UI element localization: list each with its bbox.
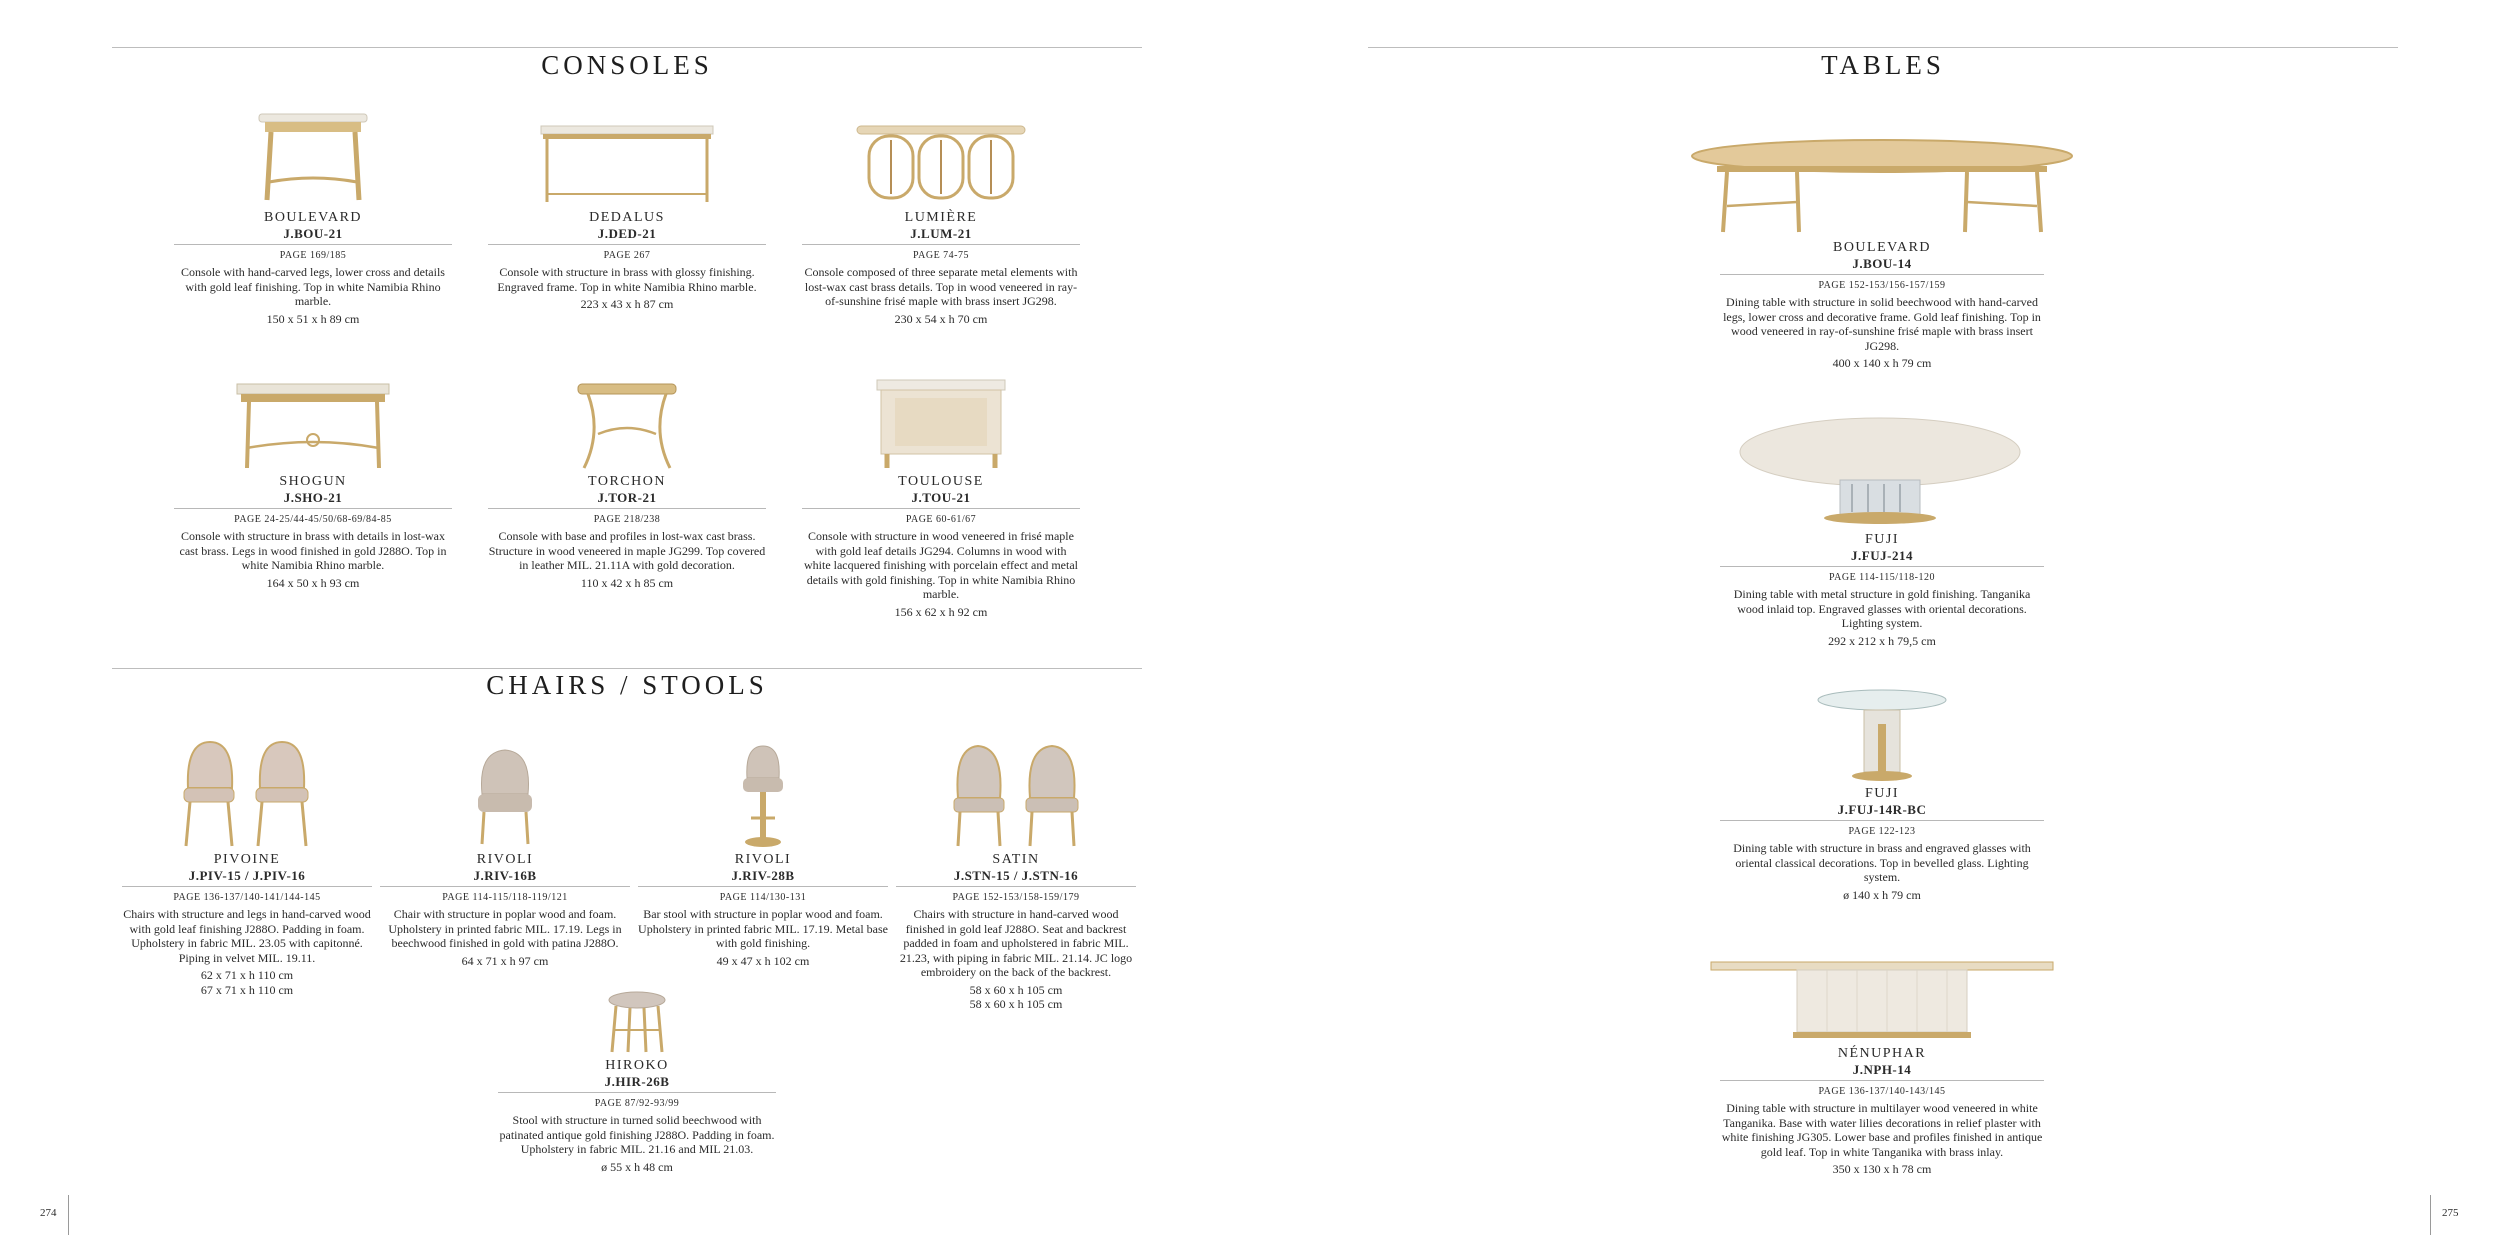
product-description: Dining table with structure in solid beechwood with hand-carved legs, lower cross and decorative frame. Gold leaf finishing. Top in wood veneered in ray-of-sunshine frisé maple with brass insert JG298. bbox=[1723, 295, 2041, 353]
product-dimensions: 62 x 71 x h 110 cm bbox=[200, 968, 294, 982]
chairs-top-rule bbox=[112, 668, 1142, 669]
product-code: J.TOU-21 bbox=[911, 490, 971, 505]
table-nenuphar-image bbox=[1707, 944, 2057, 1044]
product-code: J.BOU-14 bbox=[1852, 256, 1912, 271]
product-dimensions: 223 x 43 x h 87 cm bbox=[580, 297, 674, 311]
table-nenuphar bbox=[1720, 944, 2044, 1177]
table-fuji bbox=[1720, 410, 2044, 648]
console-shogun-image bbox=[233, 372, 393, 472]
table-boulevard-image bbox=[1687, 128, 2077, 238]
stool-rivoli bbox=[638, 738, 888, 968]
console-shogun bbox=[174, 372, 452, 590]
product-code: J.RIV-28B bbox=[731, 868, 795, 883]
product-code: J.STN-15 / J.STN-16 bbox=[953, 868, 1079, 883]
page-ref: PAGE 74-75 bbox=[912, 250, 970, 261]
page-ref: PAGE 152-153/158-159/179 bbox=[952, 892, 1080, 903]
product-name: BOULEVARD bbox=[1832, 240, 1932, 255]
page-ref: PAGE 114/130-131 bbox=[719, 892, 807, 903]
product-name: PIVOINE bbox=[213, 852, 281, 867]
product-dimensions: 58 x 60 x h 105 cm bbox=[969, 982, 1063, 997]
product-dimensions: 150 x 51 x h 89 cm bbox=[266, 311, 360, 326]
console-toulouse-image bbox=[871, 372, 1011, 472]
product-dimensions: 156 x 62 x h 92 cm bbox=[894, 604, 988, 619]
consoles-top-rule bbox=[112, 47, 1142, 48]
chair-satin-image bbox=[946, 738, 1086, 850]
product-name: HIROKO bbox=[605, 1058, 669, 1073]
console-lumiere-image bbox=[851, 96, 1031, 208]
product-dimensions: 350 x 130 x h 78 cm bbox=[1832, 1162, 1932, 1176]
stool-rivoli-image bbox=[733, 738, 793, 850]
product-dimensions: 110 x 42 x h 85 cm bbox=[580, 575, 674, 590]
console-dedalus bbox=[488, 96, 766, 312]
product-description: Bar stool with structure in poplar wood and foam. Upholstery in printed fabric MIL. 17.19. Metal base with gold finishing. bbox=[638, 907, 888, 950]
product-name: LUMIÈRE bbox=[904, 210, 978, 225]
page-ref: PAGE 87/92-93/99 bbox=[594, 1098, 680, 1109]
product-name: SATIN bbox=[992, 852, 1040, 867]
page-ref: PAGE 60-61/67 bbox=[905, 514, 977, 525]
product-code: J.FUJ-214 bbox=[1851, 548, 1913, 563]
product-description: Chairs with structure and legs in hand-carved wood with gold leaf finishing J288O. Padding in foam. Upholstery in fabric MIL. 23.05 with capitonné. Piping in velvet MIL. 19.11. bbox=[123, 907, 371, 965]
page-ref: PAGE 24-25/44-45/50/68-69/84-85 bbox=[234, 514, 392, 525]
divider bbox=[488, 244, 766, 245]
page-number-left: 274 bbox=[40, 1207, 57, 1219]
page-number-right-bar bbox=[2430, 1195, 2431, 1235]
page-number-left-bar bbox=[68, 1195, 69, 1235]
console-dedalus-image bbox=[537, 96, 717, 208]
table-fuji-image bbox=[1730, 410, 2030, 530]
product-description: Dining table with metal structure in gold finishing. Tanganika wood inlaid top. Engraved glasses with oriental decorations. Lighting system. bbox=[1733, 587, 2031, 630]
product-description: Dining table with structure in brass and engraved glasses with oriental classical decorations. Top in bevelled glass. Lighting system. bbox=[1733, 841, 2031, 884]
tables-top-rule bbox=[1368, 47, 2398, 48]
page-ref: PAGE 114-115/118-119/121 bbox=[442, 892, 568, 903]
page-ref: PAGE 218/238 bbox=[593, 514, 661, 525]
product-code: J.PIV-15 / J.PIV-16 bbox=[188, 868, 306, 883]
stool-hiroko bbox=[498, 986, 776, 1174]
product-name: SHOGUN bbox=[279, 474, 347, 489]
product-name: FUJI bbox=[1864, 532, 1899, 547]
console-boulevard bbox=[174, 96, 452, 326]
product-description: Console with hand-carved legs, lower cross and details with gold leaf finishing. Top in white Namibia Rhino marble. bbox=[181, 265, 445, 308]
divider bbox=[1720, 566, 2044, 567]
product-code: J.HIR-26B bbox=[604, 1074, 670, 1089]
divider bbox=[122, 886, 372, 887]
tables-heading: TABLES bbox=[1821, 50, 1945, 80]
stool-hiroko-image bbox=[602, 986, 672, 1056]
chair-satin bbox=[896, 738, 1136, 1012]
product-code: J.DED-21 bbox=[597, 226, 657, 241]
table-boulevard bbox=[1720, 128, 2044, 371]
divider bbox=[174, 244, 452, 245]
page-ref: PAGE 136-137/140-141/144-145 bbox=[173, 892, 321, 903]
product-description: Stool with structure in turned solid beechwood with patinated antique gold finishing J288O. Padding in foam. Upholstery in fabric MIL. 21.16 and MIL 21.03. bbox=[499, 1113, 775, 1156]
divider bbox=[802, 244, 1080, 245]
product-code: J.NPH-14 bbox=[1852, 1062, 1912, 1077]
divider bbox=[174, 508, 452, 509]
product-dimensions: 292 x 212 x h 79,5 cm bbox=[1828, 633, 1936, 648]
divider bbox=[802, 508, 1080, 509]
chair-rivoli-image bbox=[470, 738, 540, 850]
product-dimensions-alt: 67 x 71 x h 110 cm bbox=[200, 982, 294, 997]
product-code: J.LUM-21 bbox=[910, 226, 972, 241]
console-toulouse bbox=[802, 372, 1080, 619]
product-code: J.BOU-21 bbox=[283, 226, 343, 241]
chair-pivoine-image bbox=[172, 738, 322, 850]
product-code: J.RIV-16B bbox=[473, 868, 537, 883]
page-ref: PAGE 122-123 bbox=[1848, 826, 1916, 837]
chair-pivoine bbox=[122, 738, 372, 997]
product-dimensions: ø 140 x h 79 cm bbox=[1843, 887, 1921, 902]
page-number-right: 275 bbox=[2442, 1207, 2459, 1219]
console-torchon-image bbox=[572, 372, 682, 472]
product-description: Console with structure in wood veneered in frisé maple with gold leaf details JG294. Columns in wood with white lacquered finishing with porcelain effect and metal details with gold finishing. Top in white Namibia Rhino marble. bbox=[803, 529, 1078, 601]
product-name: NÉNUPHAR bbox=[1837, 1046, 1927, 1061]
product-dimensions: 49 x 47 x h 102 cm bbox=[716, 953, 810, 968]
chair-rivoli bbox=[380, 738, 630, 968]
chairs-heading: CHAIRS / STOOLS bbox=[486, 670, 768, 700]
product-name: BOULEVARD bbox=[263, 210, 363, 225]
product-name: RIVOLI bbox=[476, 852, 534, 867]
product-dimensions: 400 x 140 x h 79 cm bbox=[1832, 356, 1932, 370]
product-name: FUJI bbox=[1864, 786, 1899, 801]
product-description: Dining table with structure in multilayer wood veneered in white Tanganika. Base with water lilies decorations in relief plaster with white finishing JG305. Lower base and profiles finished in antique gold leaf. Top in white Tanganika with brass inlay. bbox=[1721, 1101, 2043, 1159]
product-dimensions: 64 x 71 x h 97 cm bbox=[461, 953, 549, 968]
product-description: Console composed of three separate metal elements with lost-wax cast brass details. Top in wood veneered in ray-of-sunshine frisé maple with brass insert JG298. bbox=[804, 265, 1078, 308]
page-ref: PAGE 136-137/140-143/145 bbox=[1818, 1086, 1946, 1097]
console-boulevard-image bbox=[253, 96, 373, 208]
product-code: J.TOR-21 bbox=[597, 490, 657, 505]
divider bbox=[1720, 274, 2044, 275]
divider bbox=[488, 508, 766, 509]
product-code: J.SHO-21 bbox=[283, 490, 343, 505]
table-fuji-round-image bbox=[1812, 684, 1952, 784]
divider bbox=[896, 886, 1136, 887]
divider bbox=[1720, 1080, 2044, 1081]
product-dimensions: 164 x 50 x h 93 cm bbox=[266, 575, 360, 590]
page-ref: PAGE 152-153/156-157/159 bbox=[1818, 280, 1946, 291]
page-ref: PAGE 114-115/118-120 bbox=[1828, 572, 1936, 583]
console-lumiere bbox=[802, 96, 1080, 326]
product-name: RIVOLI bbox=[734, 852, 792, 867]
product-dimensions: ø 55 x h 48 cm bbox=[601, 1159, 673, 1174]
divider bbox=[638, 886, 888, 887]
product-description: Chair with structure in poplar wood and foam. Upholstery in printed fabric MIL. 17.19. Legs in beechwood finished in gold with patina J288O. bbox=[388, 907, 622, 950]
product-description: Console with structure in brass with details in lost-wax cast brass. Legs in wood finished in gold J288O. Top in white Namibia Rhino marble. bbox=[179, 529, 447, 572]
product-name: TOULOUSE bbox=[898, 474, 984, 489]
page-ref: PAGE 169/185 bbox=[279, 250, 347, 261]
product-dimensions-alt: 58 x 60 x h 105 cm bbox=[969, 997, 1063, 1011]
product-description: Chairs with structure in hand-carved wood finished in gold leaf J288O. Seat and backrest padded in foam and upholstered in fabric MIL. 21.23, with piping in fabric MIL. 21.14. JC logo embroidery on the back of the backrest. bbox=[899, 907, 1133, 979]
product-name: TORCHON bbox=[588, 474, 666, 489]
divider bbox=[1720, 820, 2044, 821]
divider bbox=[498, 1092, 776, 1093]
product-code: J.FUJ-14R-BC bbox=[1837, 802, 1927, 817]
consoles-heading: CONSOLES bbox=[541, 50, 713, 80]
product-dimensions: 230 x 54 x h 70 cm bbox=[894, 311, 988, 326]
console-torchon bbox=[488, 372, 766, 590]
product-description: Console with structure in brass with glossy finishing. Engraved frame. Top in white Namibia Rhino marble. bbox=[497, 265, 757, 294]
page-ref: PAGE 267 bbox=[603, 250, 651, 261]
divider bbox=[380, 886, 630, 887]
table-fuji-round bbox=[1720, 684, 2044, 902]
product-name: DEDALUS bbox=[589, 210, 665, 225]
product-description: Console with base and profiles in lost-wax cast brass. Structure in wood veneered in maple JG299. Top covered in leather MIL. 21.11A with gold decoration. bbox=[488, 529, 766, 572]
